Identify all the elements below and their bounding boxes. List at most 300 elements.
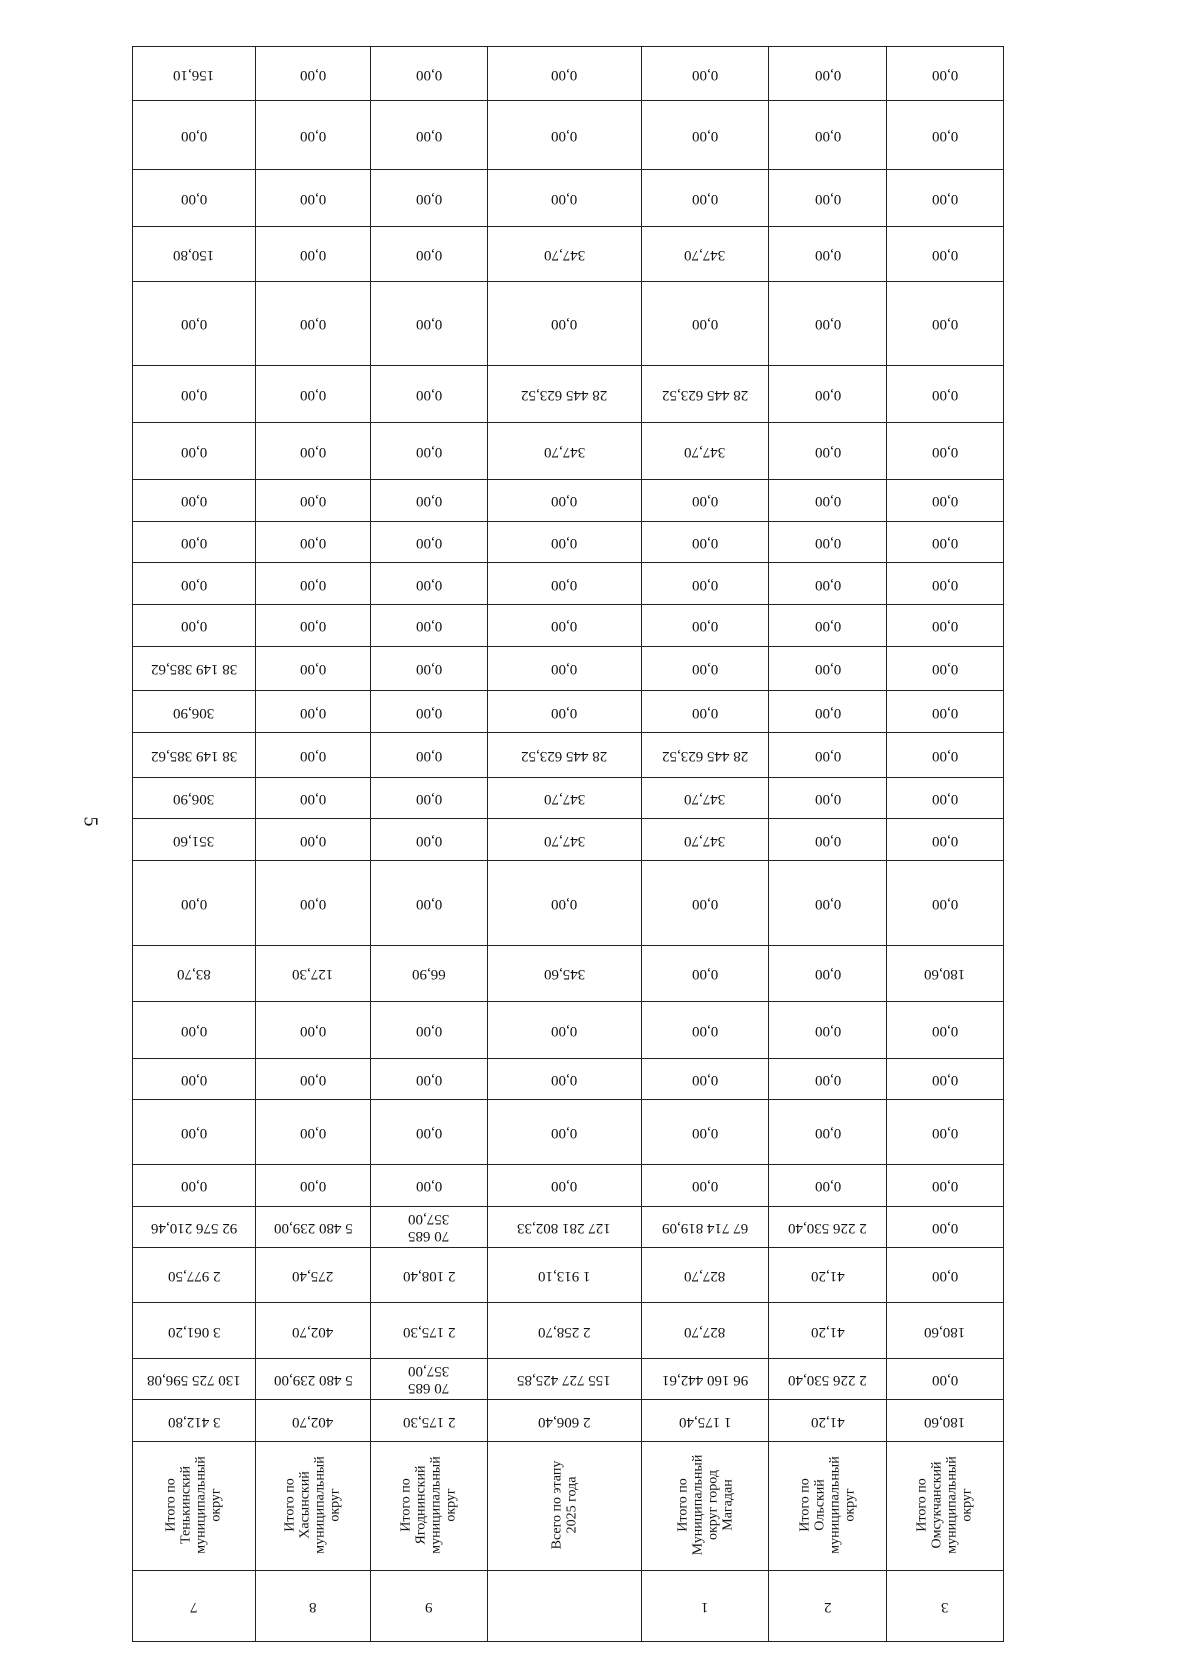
table-cell-text: 0,00 xyxy=(931,791,959,808)
table-cell-text: 0,00 xyxy=(814,1022,841,1039)
table-cell-text: 0,00 xyxy=(691,66,719,83)
table-cell xyxy=(256,282,371,365)
table-cell-text: 0,00 xyxy=(415,247,442,264)
table-cell-text: 0,00 xyxy=(931,1268,959,1285)
table-cell xyxy=(370,521,487,563)
table-cell-text: 402,70 xyxy=(292,1323,334,1340)
table-cell xyxy=(769,1058,887,1100)
table xyxy=(132,46,1004,1642)
table-cell-text: 0,00 xyxy=(814,190,841,207)
table-cell-text: 0,00 xyxy=(814,661,841,678)
table-cell xyxy=(487,227,641,282)
column-header xyxy=(641,1441,768,1570)
table-cell xyxy=(487,563,641,605)
table-cell-text: 0,00 xyxy=(551,1125,578,1142)
table-cell xyxy=(887,1248,1004,1303)
table-cell xyxy=(887,1206,1004,1248)
table-cell xyxy=(133,1058,256,1100)
table-cell-text: 275,40 xyxy=(292,1268,334,1285)
table-row xyxy=(133,282,1004,365)
table-cell xyxy=(487,521,641,563)
table-cell xyxy=(641,646,768,691)
column-header xyxy=(769,1441,887,1570)
table-cell xyxy=(133,101,256,170)
table-row xyxy=(133,733,1004,778)
table-cell xyxy=(887,521,1004,563)
table-cell-text: 0,00 xyxy=(415,66,442,83)
table-cell xyxy=(370,1303,487,1358)
table-cell-text: 0,00 xyxy=(931,1022,959,1039)
table-cell-text: 28 445 623,52 xyxy=(521,747,608,764)
table-cell xyxy=(370,422,487,479)
table-cell-text: 28 445 623,52 xyxy=(521,386,608,403)
table-cell xyxy=(487,777,641,819)
table-cell-text: 0,00 xyxy=(415,791,442,808)
table-cell xyxy=(487,365,641,422)
table-cell xyxy=(256,604,371,646)
table-row xyxy=(133,480,1004,522)
table-cell-text: 28 445 623,52 xyxy=(661,747,749,764)
table-cell xyxy=(641,365,768,422)
table-cell xyxy=(487,819,641,861)
table-cell xyxy=(887,946,1004,1001)
table-cell-text: 0,00 xyxy=(931,747,959,764)
table-cell xyxy=(769,365,887,422)
table-cell xyxy=(769,604,887,646)
table-cell xyxy=(769,1206,887,1248)
table-cell-text: 3 412,80 xyxy=(167,1413,221,1430)
table-cell-text: 0,00 xyxy=(551,127,578,144)
table-cell xyxy=(887,1058,1004,1100)
table-cell-text: 130 725 596,08 xyxy=(147,1371,241,1388)
table-cell-text: 0,00 xyxy=(299,576,327,593)
table-cell xyxy=(370,1400,487,1442)
table-cell xyxy=(256,733,371,778)
table-cell xyxy=(887,480,1004,522)
column-index xyxy=(487,1571,641,1642)
table-cell xyxy=(641,1165,768,1207)
table-cell xyxy=(487,1400,641,1442)
column-index xyxy=(769,1571,887,1642)
table-row xyxy=(133,422,1004,479)
table-cell-text: 0,00 xyxy=(931,1219,959,1236)
table-cell-text: 1 175,40 xyxy=(678,1413,732,1430)
table-cell-text: 0,00 xyxy=(931,661,959,678)
table-cell-text: 180,60 xyxy=(924,966,966,983)
table-cell-text: 0,00 xyxy=(691,896,719,913)
table-cell xyxy=(769,480,887,522)
table-cell xyxy=(256,101,371,170)
column-index-text: 9 xyxy=(425,1599,433,1615)
table-cell-text: 347,70 xyxy=(543,247,585,264)
table-cell xyxy=(370,227,487,282)
table-cell-text: 0,00 xyxy=(931,704,959,721)
table-row xyxy=(133,1058,1004,1100)
table-cell-text: 0,00 xyxy=(180,1125,208,1142)
table-cell-text: 0,00 xyxy=(180,127,208,144)
table-cell xyxy=(769,521,887,563)
table-cell-text: 0,00 xyxy=(931,386,959,403)
table-cell xyxy=(370,282,487,365)
table-cell xyxy=(370,1100,487,1165)
table-row xyxy=(133,227,1004,282)
table-cell-text: 0,00 xyxy=(931,316,959,333)
column-header-text: Итого по Тенькинский муниципальный округ xyxy=(164,1456,225,1555)
table-cell xyxy=(887,604,1004,646)
table-cell xyxy=(487,169,641,226)
table-cell xyxy=(256,1358,371,1400)
table-row xyxy=(133,47,1004,101)
header-row xyxy=(133,1441,1004,1570)
table-cell-text: 0,00 xyxy=(814,247,841,264)
table-row xyxy=(133,101,1004,170)
table-cell-text: 2 606,40 xyxy=(537,1413,591,1430)
table-cell-text: 0,00 xyxy=(691,618,719,635)
column-index xyxy=(370,1571,487,1642)
table-cell xyxy=(887,1400,1004,1442)
table-cell xyxy=(487,282,641,365)
table-cell-text: 347,70 xyxy=(543,791,585,808)
table-cell xyxy=(133,1358,256,1400)
table-cell-text: 0,00 xyxy=(299,661,327,678)
table-cell-text: 156,10 xyxy=(173,66,215,83)
table-cell xyxy=(256,819,371,861)
table-cell xyxy=(370,1165,487,1207)
table-cell-text: 0,00 xyxy=(415,1178,442,1195)
table-cell xyxy=(133,47,256,101)
table-cell-text: 0,00 xyxy=(180,576,208,593)
table-cell-text: 347,70 xyxy=(684,832,726,849)
table-cell xyxy=(133,521,256,563)
table-row xyxy=(133,819,1004,861)
table-cell-text: 150,80 xyxy=(173,247,215,264)
table-row xyxy=(133,1303,1004,1358)
table-cell-text: 0,00 xyxy=(691,576,719,593)
table-cell-text: 127,30 xyxy=(292,966,334,983)
table-row xyxy=(133,1248,1004,1303)
table-cell-text: 3 061,20 xyxy=(167,1323,221,1340)
table-cell xyxy=(370,1001,487,1058)
table-cell xyxy=(641,1358,768,1400)
table-cell xyxy=(641,227,768,282)
table-cell-text: 0,00 xyxy=(415,316,442,333)
table-cell xyxy=(641,733,768,778)
table-cell-text: 347,70 xyxy=(543,832,585,849)
table-cell-text: 0,00 xyxy=(299,791,327,808)
table-cell-text: 0,00 xyxy=(691,704,719,721)
table-cell xyxy=(887,365,1004,422)
table-cell-text: 155 727 425,85 xyxy=(517,1371,612,1388)
table-cell xyxy=(641,946,768,1001)
table-row xyxy=(133,365,1004,422)
table-cell xyxy=(370,101,487,170)
table-cell-text: 180,60 xyxy=(924,1323,966,1340)
table-cell-text: 0,00 xyxy=(415,534,442,551)
table-cell-text: 0,00 xyxy=(415,1125,442,1142)
table-cell-text: 0,00 xyxy=(931,1178,959,1195)
table-cell-text: 0,00 xyxy=(691,493,719,510)
table-cell-text: 0,00 xyxy=(299,493,327,510)
table-row xyxy=(133,604,1004,646)
table-cell-text: 347,70 xyxy=(543,443,585,460)
table-cell xyxy=(641,777,768,819)
table-cell xyxy=(370,691,487,733)
column-index-text: 8 xyxy=(309,1599,317,1615)
table-cell xyxy=(487,422,641,479)
table-cell xyxy=(133,1303,256,1358)
table-cell xyxy=(133,480,256,522)
table-cell xyxy=(370,646,487,691)
table-cell xyxy=(370,1206,487,1248)
table-cell xyxy=(769,691,887,733)
table-cell xyxy=(370,1358,487,1400)
table-cell xyxy=(887,1358,1004,1400)
table-cell xyxy=(641,1303,768,1358)
table-cell xyxy=(256,422,371,479)
table-cell xyxy=(887,1001,1004,1058)
table-cell xyxy=(487,861,641,946)
table-cell-text: 0,00 xyxy=(415,190,442,207)
table-cell-text: 70 685 357,00 xyxy=(408,1362,450,1396)
table-cell xyxy=(133,169,256,226)
table-cell-text: 0,00 xyxy=(299,618,327,635)
table-cell xyxy=(256,47,371,101)
table-cell xyxy=(769,101,887,170)
table-cell-text: 0,00 xyxy=(299,896,327,913)
table-cell-text: 96 160 442,61 xyxy=(661,1371,749,1388)
table-cell-text: 0,00 xyxy=(931,618,959,635)
table-cell xyxy=(256,1100,371,1165)
table-cell-text: 0,00 xyxy=(415,576,442,593)
table-cell xyxy=(641,861,768,946)
table-cell-text: 0,00 xyxy=(299,316,327,333)
table-cell xyxy=(133,646,256,691)
table-cell-text: 0,00 xyxy=(691,1178,719,1195)
table-cell xyxy=(256,169,371,226)
table-cell xyxy=(769,1001,887,1058)
table-cell xyxy=(256,1248,371,1303)
table-cell-text: 347,70 xyxy=(684,443,726,460)
table-cell xyxy=(133,691,256,733)
table-cell-text: 0,00 xyxy=(931,190,959,207)
column-header-text: Итого по Ольский муниципальный округ xyxy=(797,1456,858,1555)
column-header xyxy=(887,1441,1004,1570)
table-cell xyxy=(133,365,256,422)
table-cell-text: 0,00 xyxy=(814,534,841,551)
table-row xyxy=(133,169,1004,226)
table-cell-text: 0,00 xyxy=(931,66,959,83)
table-cell xyxy=(487,1303,641,1358)
table-cell-text: 0,00 xyxy=(931,493,959,510)
column-header-text: Всего по этапу 2025 года xyxy=(549,1461,580,1550)
table-cell xyxy=(256,861,371,946)
column-header-text: Итого по Муниципальный округ город Магадан xyxy=(674,1455,735,1556)
table-cell xyxy=(487,1058,641,1100)
table-row xyxy=(133,1400,1004,1442)
table-row xyxy=(133,1100,1004,1165)
table-cell xyxy=(887,733,1004,778)
table-cell xyxy=(769,861,887,946)
table-cell-text: 2 175,30 xyxy=(402,1323,456,1340)
table-cell xyxy=(370,861,487,946)
table-cell-text: 0,00 xyxy=(299,832,327,849)
table-cell-text: 0,00 xyxy=(814,966,841,983)
table-cell-text: 0,00 xyxy=(814,493,841,510)
table-cell-text: 0,00 xyxy=(180,1178,208,1195)
table-cell-text: 0,00 xyxy=(691,1022,719,1039)
table-cell-text: 306,90 xyxy=(173,791,215,808)
table-cell-text: 0,00 xyxy=(691,966,719,983)
table-row xyxy=(133,1001,1004,1058)
table-cell xyxy=(887,1165,1004,1207)
table-row xyxy=(133,521,1004,563)
table-cell xyxy=(769,422,887,479)
table-cell-text: 0,00 xyxy=(551,493,578,510)
table-cell xyxy=(641,563,768,605)
table-cell-text: 0,00 xyxy=(814,443,841,460)
table-cell-text: 0,00 xyxy=(931,896,959,913)
table-cell xyxy=(133,1165,256,1207)
table-cell-text: 0,00 xyxy=(551,618,578,635)
table-cell-text: 0,00 xyxy=(551,661,578,678)
table-cell xyxy=(887,819,1004,861)
table-cell xyxy=(133,563,256,605)
table-cell xyxy=(370,169,487,226)
table-cell-text: 2 226 530,40 xyxy=(788,1371,868,1388)
table-cell-text: 0,00 xyxy=(299,443,327,460)
table-cell xyxy=(487,101,641,170)
table-cell-text: 0,00 xyxy=(415,747,442,764)
table-cell xyxy=(256,1400,371,1442)
table-cell xyxy=(769,1100,887,1165)
table-cell-text: 0,00 xyxy=(299,127,327,144)
table-cell xyxy=(641,101,768,170)
table-cell-text: 0,00 xyxy=(814,1125,841,1142)
table-cell xyxy=(887,101,1004,170)
table-cell xyxy=(256,1206,371,1248)
table-cell xyxy=(887,691,1004,733)
table-cell-text: 0,00 xyxy=(691,1125,719,1142)
table-cell xyxy=(370,1058,487,1100)
table-cell-text: 0,00 xyxy=(931,1371,959,1388)
table-cell-text: 92 576 210,46 xyxy=(150,1219,238,1236)
table-cell-text: 0,00 xyxy=(551,1072,578,1089)
table-row xyxy=(133,1206,1004,1248)
table-cell-text: 41,20 xyxy=(810,1268,845,1285)
table-cell-text: 0,00 xyxy=(691,316,719,333)
table-cell-text: 0,00 xyxy=(299,704,327,721)
table-cell xyxy=(256,480,371,522)
column-index xyxy=(641,1571,768,1642)
table-cell-text: 0,00 xyxy=(551,896,578,913)
table-cell-text: 5 480 239,00 xyxy=(273,1371,353,1388)
table-cell-text: 83,70 xyxy=(177,966,211,983)
table-cell-text: 2 175,30 xyxy=(402,1413,456,1430)
table-cell xyxy=(769,1303,887,1358)
table-cell xyxy=(256,1303,371,1358)
table-cell-text: 0,00 xyxy=(551,534,578,551)
table-cell xyxy=(769,169,887,226)
table-cell-text: 41,20 xyxy=(810,1323,845,1340)
table-cell xyxy=(256,227,371,282)
table-cell-text: 0,00 xyxy=(415,704,442,721)
table-cell xyxy=(769,1165,887,1207)
table-cell xyxy=(641,1058,768,1100)
table-cell-text: 0,00 xyxy=(180,493,208,510)
table-cell-text: 0,00 xyxy=(180,190,208,207)
table-cell-text: 0,00 xyxy=(814,1178,841,1195)
table-cell xyxy=(256,946,371,1001)
table-cell-text: 0,00 xyxy=(180,534,208,551)
table-cell xyxy=(487,47,641,101)
table-cell xyxy=(769,777,887,819)
table-cell-text: 127 281 802,33 xyxy=(517,1219,612,1236)
table-cell-text: 0,00 xyxy=(551,576,578,593)
table-cell-text: 0,00 xyxy=(691,190,719,207)
table-row xyxy=(133,1165,1004,1207)
table-cell-text: 180,60 xyxy=(924,1413,966,1430)
table-cell-text: 0,00 xyxy=(814,747,841,764)
table-cell xyxy=(133,1001,256,1058)
table-cell-text: 2 226 530,40 xyxy=(788,1219,868,1236)
table-cell-text: 0,00 xyxy=(931,832,959,849)
table-cell xyxy=(133,777,256,819)
table-cell-text: 0,00 xyxy=(180,1072,208,1089)
table-cell-text: 0,00 xyxy=(931,443,959,460)
table-cell-text: 345,60 xyxy=(543,966,585,983)
table-cell xyxy=(487,1206,641,1248)
column-header xyxy=(370,1441,487,1570)
table-cell-text: 0,00 xyxy=(415,386,442,403)
table-cell xyxy=(887,646,1004,691)
table-cell xyxy=(133,282,256,365)
table-cell xyxy=(133,733,256,778)
table-cell-text: 0,00 xyxy=(299,386,327,403)
table-cell xyxy=(487,1358,641,1400)
table-cell xyxy=(487,946,641,1001)
table-cell-text: 0,00 xyxy=(814,576,841,593)
table-row xyxy=(133,646,1004,691)
column-header-text: Итого по Омсукчанский муниципальный округ xyxy=(915,1456,976,1555)
table-cell-text: 0,00 xyxy=(931,1072,959,1089)
table-cell xyxy=(370,480,487,522)
table-cell xyxy=(769,1358,887,1400)
table-cell-text: 0,00 xyxy=(691,661,719,678)
table-cell-text: 0,00 xyxy=(415,661,442,678)
column-index-text: 3 xyxy=(941,1599,949,1615)
table-cell xyxy=(487,1001,641,1058)
table-cell-text: 0,00 xyxy=(931,534,959,551)
table-cell-text: 2 108,40 xyxy=(402,1268,456,1285)
table-cell-text: 0,00 xyxy=(415,618,442,635)
table-cell-text: 0,00 xyxy=(180,386,208,403)
table-cell-text: 0,00 xyxy=(814,618,841,635)
table-cell-text: 0,00 xyxy=(814,791,841,808)
table-cell-text: 306,90 xyxy=(173,704,215,721)
table-cell xyxy=(487,646,641,691)
table-cell-text: 0,00 xyxy=(180,443,208,460)
table-cell xyxy=(133,819,256,861)
table-cell-text: 0,00 xyxy=(814,386,841,403)
table-cell-text: 41,20 xyxy=(810,1413,845,1430)
table-cell xyxy=(133,1248,256,1303)
table-cell-text: 0,00 xyxy=(299,66,327,83)
data-table xyxy=(132,46,1004,1642)
table-row xyxy=(133,946,1004,1001)
table-cell-text: 0,00 xyxy=(299,1178,327,1195)
table-cell xyxy=(769,282,887,365)
table-cell-text: 38 149 385,62 xyxy=(150,661,238,678)
